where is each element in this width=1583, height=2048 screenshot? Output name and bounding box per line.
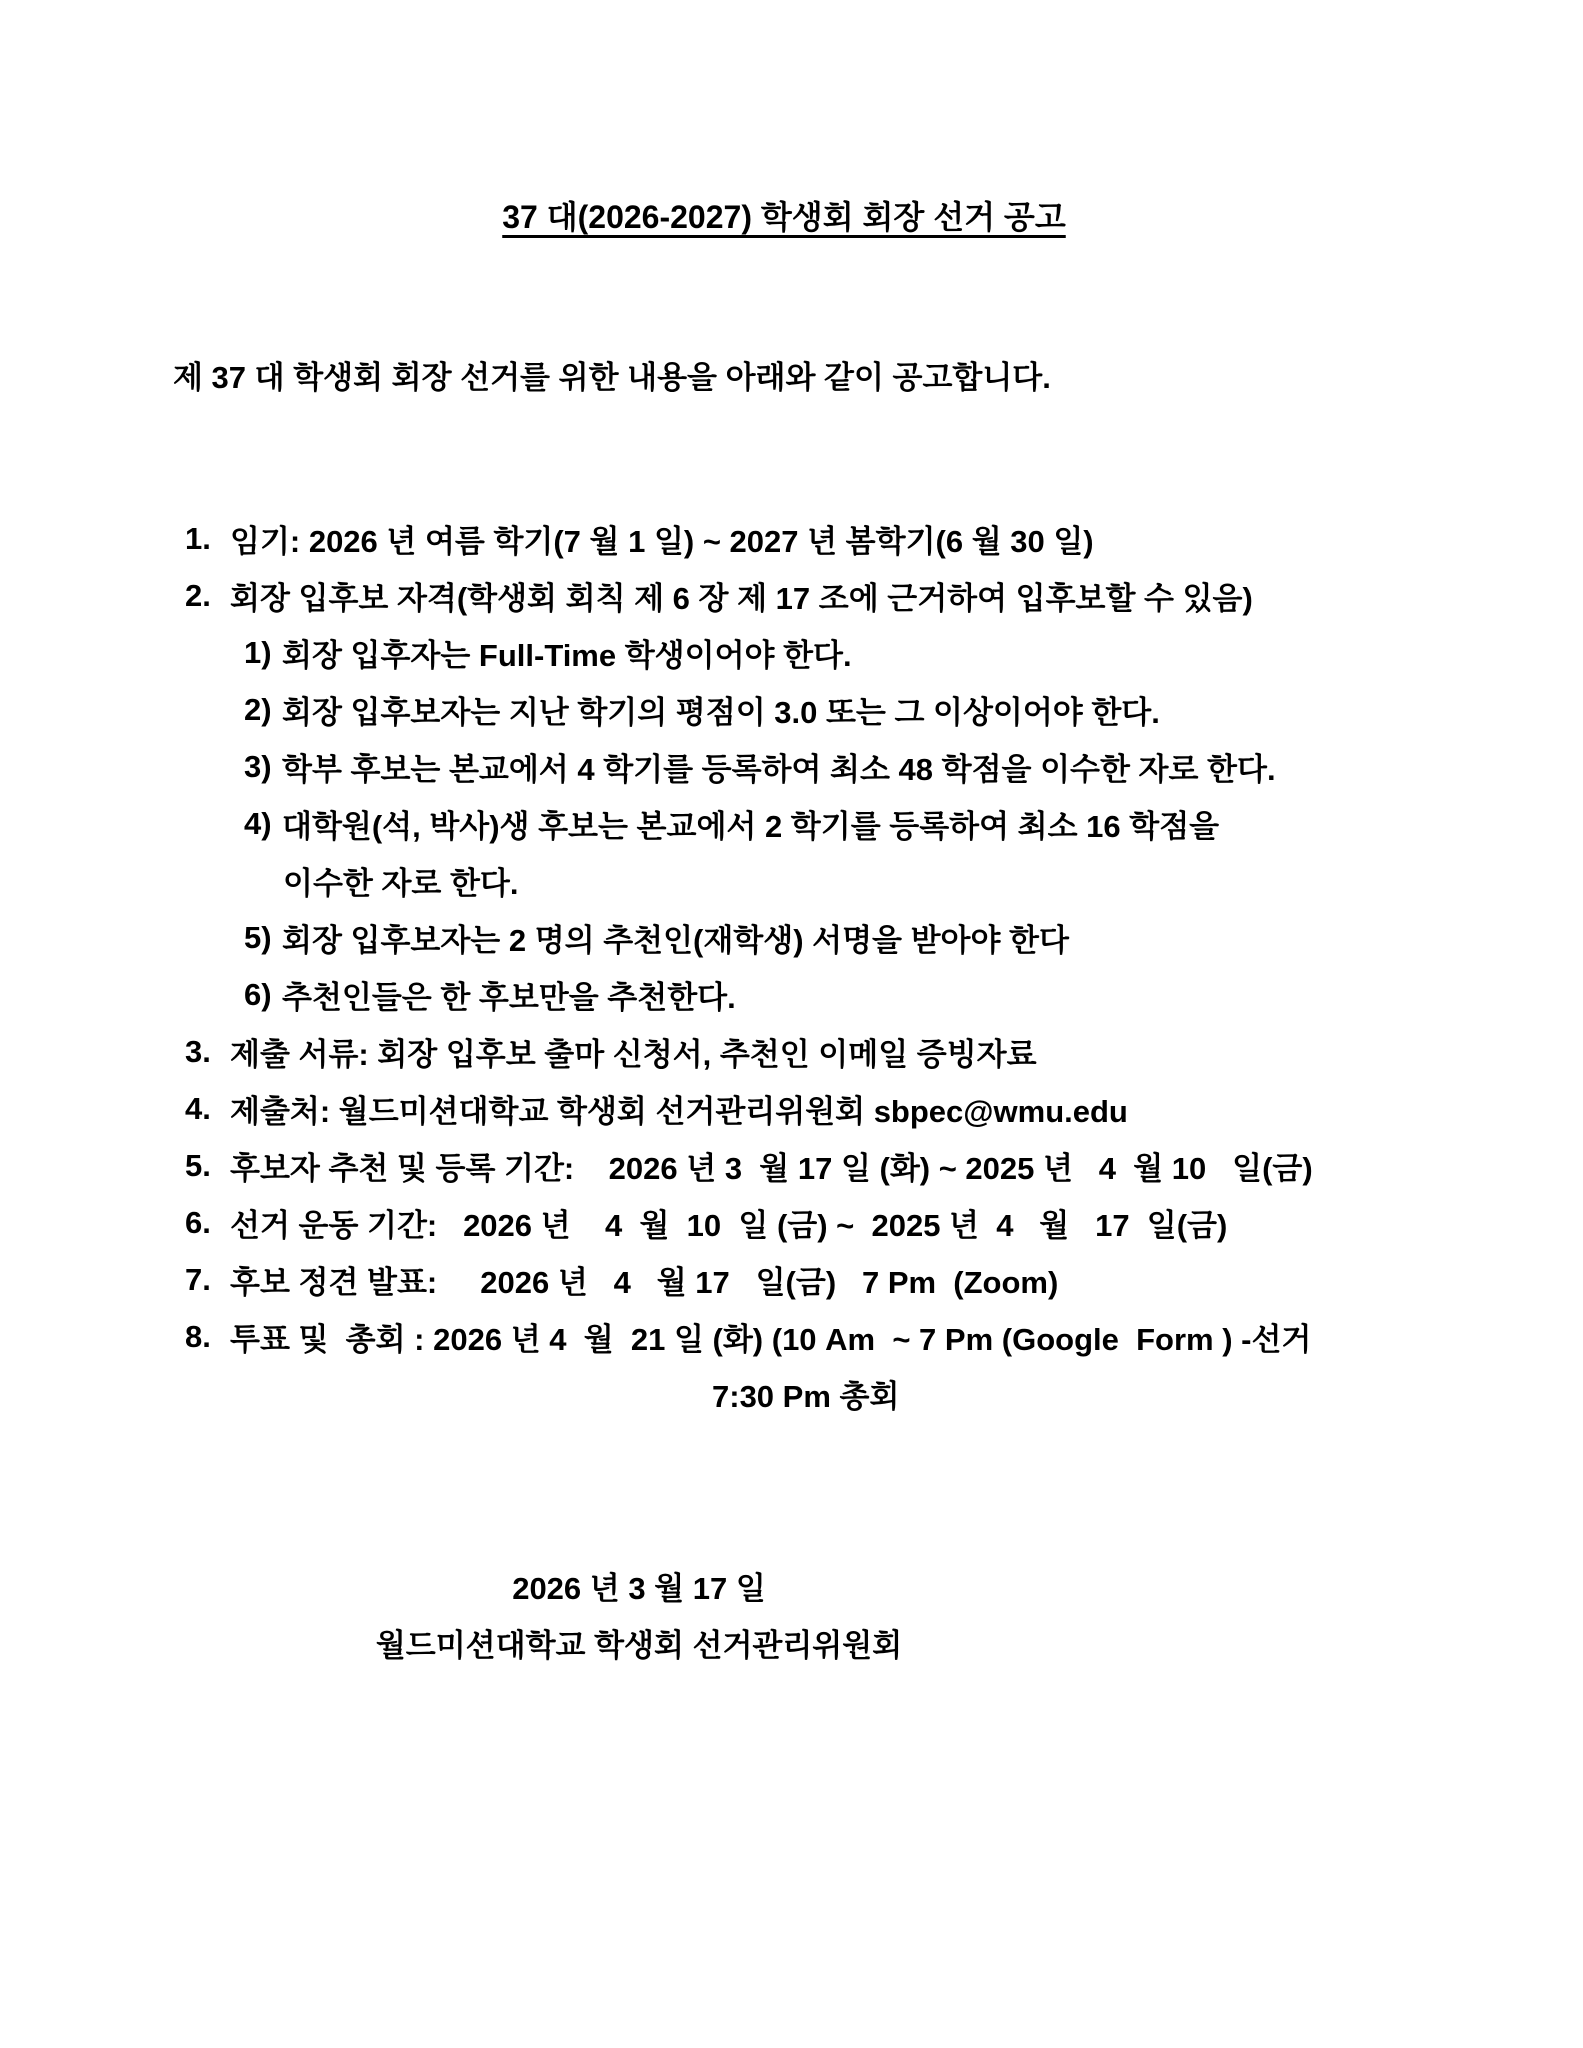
item-text: 제출처: 월드미션대학교 학생회 선거관리위원회 sbpec@wmu.edu [230, 1094, 1128, 1129]
numbered-item-registration-period [0, 1137, 1583, 1194]
numbered-item-eligibility [0, 567, 1583, 624]
numbered-item-documents [0, 1023, 1583, 1080]
sub-item-recommenders [0, 909, 1583, 966]
sub-item-fulltime [0, 624, 1583, 681]
sub-item-text: 학부 후보는 본교에서 4 학기를 등록하여 최소 48 학점을 이수한 자로 한다. [282, 752, 1276, 787]
sub-item-grad [0, 795, 1583, 852]
sub-item-text: 회장 입후보자는 지난 학기의 평점이 3.0 또는 그 이상이어야 한다. [282, 695, 1160, 730]
announcement-list [0, 510, 1583, 1422]
numbered-item-speech [0, 1251, 1583, 1308]
sub-item-one-candidate [0, 966, 1583, 1023]
numbered-item-campaign-period [0, 1194, 1583, 1251]
item-text: 투표 및 총회 : 2026 년 4 월 21 일 (화) (10 Am ~ 7 Pm (Google Form ) -선거 [230, 1322, 1312, 1357]
sub-item-text: 회장 입후자는 Full-Time 학생이어야 한다. [282, 638, 852, 673]
closing-committee: 월드미션대학교 학생회 선거관리위원회 [375, 1628, 903, 1663]
sub-item-gpa [0, 681, 1583, 738]
document-title: 37 대(2026-2027) 학생회 회장 선거 공고 [502, 199, 1066, 235]
item-number: 6. [185, 1204, 211, 1240]
item-number: 1. [185, 520, 211, 556]
sub-item-number: 1) [244, 634, 272, 670]
item-text: 제출 서류: 회장 입후보 출마 신청서, 추천인 이메일 증빙자료 [230, 1037, 1037, 1072]
sub-item-text: 추천인들은 한 후보만을 추천한다. [282, 980, 736, 1015]
sub-item-number: 4) [244, 805, 272, 841]
closing-date: 2026 년 3 월 17 일 [512, 1571, 766, 1606]
item-text: 선거 운동 기간: 2026 년 4 월 10 일 (금) ~ 2025 년 4 월 17 일(금) [230, 1208, 1228, 1243]
vote-item-continuation: 7:30 Pm 총회 [712, 1379, 900, 1414]
numbered-item-submit-to [0, 1080, 1583, 1137]
item-number: 7. [185, 1261, 211, 1297]
sub-item-number: 5) [244, 919, 272, 955]
closing-block [0, 1560, 1278, 1674]
intro-text: 제 37 대 학생회 회장 선거를 위한 내용을 아래와 같이 공고합니다. [173, 360, 1051, 395]
item-number: 4. [185, 1090, 211, 1126]
sub-item-undergrad [0, 738, 1583, 795]
item-number: 5. [185, 1147, 211, 1183]
sub-item-number: 6) [244, 976, 272, 1012]
sub-item-number: 2) [244, 691, 272, 727]
sub-item-number: 3) [244, 748, 272, 784]
numbered-item-term [0, 510, 1583, 567]
sub-item-grad-continuation: 이수한 자로 한다. [283, 866, 519, 901]
numbered-item-vote [0, 1308, 1583, 1365]
item-number: 3. [185, 1033, 211, 1069]
item-text: 후보자 추천 및 등록 기간: 2026 년 3 월 17 일 (화) ~ 2025 년 4 월 10 일(금) [230, 1151, 1313, 1186]
item-text: 회장 입후보 자격(학생회 회칙 제 6 장 제 17 조에 근거하여 입후보할 수 있음) [230, 581, 1253, 616]
item-text: 임기: 2026 년 여름 학기(7 월 1 일) ~ 2027 년 봄학기(6 월 30 일) [230, 524, 1094, 559]
item-number: 8. [185, 1318, 211, 1354]
sub-item-text: 대학원(석, 박사)생 후보는 본교에서 2 학기를 등록하여 최소 16 학점을 [282, 809, 1220, 844]
item-text: 후보 정견 발표: 2026 년 4 월 17 일(금) 7 Pm (Zoom) [230, 1265, 1059, 1300]
item-number: 2. [185, 577, 211, 613]
sub-item-text: 회장 입후보자는 2 명의 추천인(재학생) 서명을 받아야 한다 [282, 923, 1069, 958]
